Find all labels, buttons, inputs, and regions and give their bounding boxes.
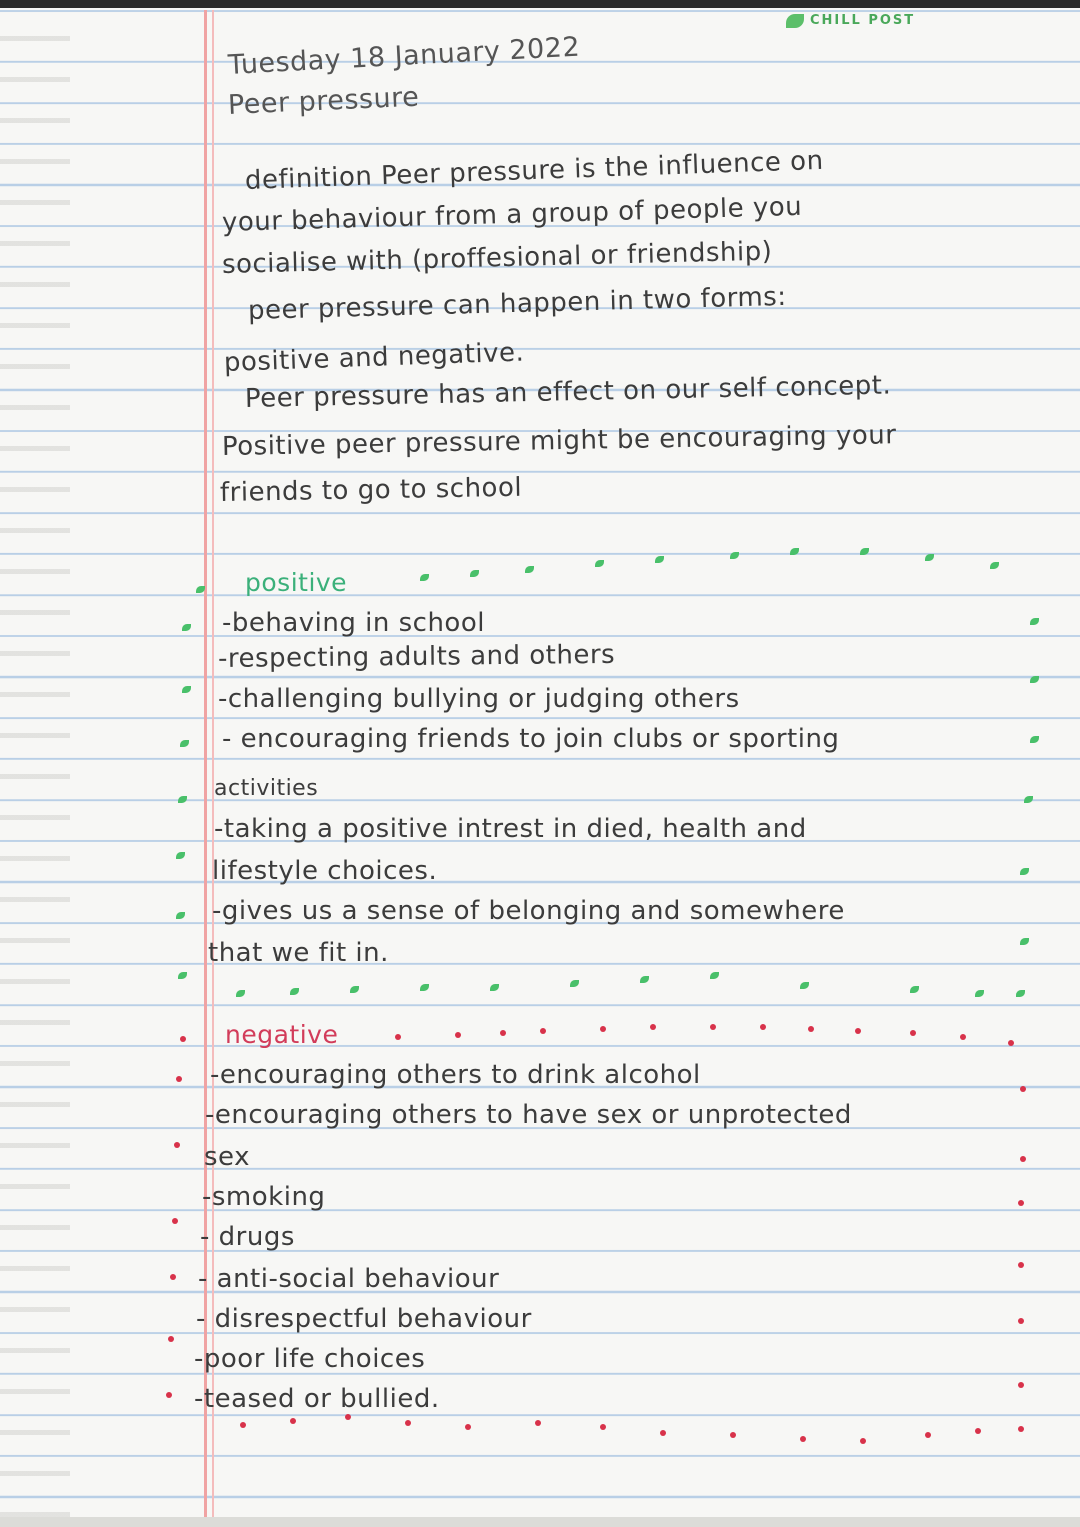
green-dot — [990, 562, 999, 569]
positive-line-9: that we fit in. — [208, 938, 389, 968]
red-dot — [660, 1430, 666, 1436]
red-dot — [240, 1422, 246, 1428]
green-dot — [1030, 736, 1039, 743]
page-title: Peer pressure — [227, 81, 420, 121]
leaf-icon — [786, 14, 804, 28]
body-line-4: peer pressure can happen in two forms: — [247, 281, 787, 326]
green-dot — [790, 548, 799, 555]
red-dot — [760, 1024, 766, 1030]
positive-line-4: - encouraging friends to join clubs or sporting — [222, 724, 840, 754]
negative-line-6: - anti-social behaviour — [198, 1264, 500, 1294]
body-line-7: Positive peer pressure might be encouraging your — [221, 420, 897, 462]
red-dot — [166, 1392, 172, 1398]
green-dot — [860, 548, 869, 555]
positive-line-5: activities — [214, 776, 319, 801]
green-dot — [1016, 990, 1025, 997]
body-line-3: socialise with (proffesional or friendship) — [221, 236, 773, 280]
body-line-2: your behaviour from a group of people you — [221, 191, 803, 238]
red-dot — [405, 1420, 411, 1426]
red-dot — [290, 1418, 296, 1424]
red-dot — [650, 1024, 656, 1030]
green-dot — [730, 552, 739, 559]
binder-holes — [0, 0, 70, 1527]
red-dot — [1020, 1086, 1026, 1092]
green-dot — [350, 986, 359, 993]
red-dot — [600, 1424, 606, 1430]
red-dot — [455, 1032, 461, 1038]
red-dot — [500, 1030, 506, 1036]
green-dot — [1030, 676, 1039, 683]
red-dot — [1018, 1200, 1024, 1206]
green-dot — [570, 980, 579, 987]
red-dot — [1018, 1382, 1024, 1388]
red-dot — [600, 1026, 606, 1032]
green-dot — [525, 566, 534, 573]
positive-line-7: lifestyle choices. — [212, 856, 438, 886]
red-dot — [540, 1028, 546, 1034]
red-dot — [910, 1030, 916, 1036]
positive-line-8: -gives us a sense of belonging and somewhere — [212, 896, 845, 926]
green-dot — [1020, 938, 1029, 945]
green-dot — [655, 556, 664, 563]
positive-line-1: -behaving in school — [222, 608, 485, 638]
green-dot — [420, 574, 429, 581]
green-dot — [910, 986, 919, 993]
green-dot — [595, 560, 604, 567]
red-dot — [180, 1036, 186, 1042]
stamp-text: CHILL POST — [810, 13, 916, 28]
green-dot — [420, 984, 429, 991]
red-dot — [1018, 1262, 1024, 1268]
green-dot — [290, 988, 299, 995]
red-dot — [855, 1028, 861, 1034]
body-line-5: positive and negative. — [223, 337, 525, 378]
negative-line-9: -teased or bullied. — [194, 1384, 440, 1414]
page-top-edge — [0, 0, 1080, 8]
green-dot — [925, 554, 934, 561]
negative-line-7: - disrespectful behaviour — [196, 1304, 532, 1334]
green-dot — [180, 740, 189, 747]
negative-heading: negative — [225, 1020, 339, 1049]
green-dot — [470, 570, 479, 577]
red-dot — [168, 1336, 174, 1342]
negative-line-4: -smoking — [202, 1182, 326, 1212]
green-dot — [178, 972, 187, 979]
green-dot — [1030, 618, 1039, 625]
red-dot — [1018, 1318, 1024, 1324]
red-dot — [395, 1034, 401, 1040]
positive-line-3: -challenging bullying or judging others — [218, 684, 740, 714]
negative-line-5: - drugs — [200, 1222, 295, 1252]
green-dot — [176, 912, 185, 919]
brand-stamp — [786, 8, 968, 34]
red-dot — [170, 1274, 176, 1280]
negative-line-1: -encouraging others to drink alcohol — [210, 1060, 701, 1090]
body-line-8: friends to go to school — [219, 472, 523, 508]
green-dot — [1020, 868, 1029, 875]
red-dot — [800, 1436, 806, 1442]
page-bottom-edge — [0, 1517, 1080, 1527]
red-dot — [345, 1414, 351, 1420]
positive-heading: positive — [245, 568, 348, 597]
red-dot — [1018, 1426, 1024, 1432]
red-dot — [1020, 1156, 1026, 1162]
red-dot — [808, 1026, 814, 1032]
negative-line-2: -encouraging others to have sex or unprotected — [205, 1100, 852, 1130]
red-dot — [925, 1432, 931, 1438]
green-dot — [182, 686, 191, 693]
red-dot — [860, 1438, 866, 1444]
green-dot — [490, 984, 499, 991]
body-line-6: Peer pressure has an effect on our self concept. — [244, 370, 892, 414]
red-dot — [975, 1428, 981, 1434]
green-dot — [236, 990, 245, 997]
green-dot — [640, 976, 649, 983]
red-dot — [730, 1432, 736, 1438]
red-dot — [1008, 1040, 1014, 1046]
positive-line-6: -taking a positive intrest in died, health and — [214, 814, 807, 844]
green-dot — [182, 624, 191, 631]
red-dot — [960, 1034, 966, 1040]
red-dot — [176, 1076, 182, 1082]
positive-line-2: -respecting adults and others — [217, 639, 616, 674]
green-dot — [1024, 796, 1033, 803]
green-dot — [176, 852, 185, 859]
red-dot — [710, 1024, 716, 1030]
green-dot — [178, 796, 187, 803]
red-dot — [174, 1142, 180, 1148]
negative-line-8: -poor life choices — [194, 1344, 426, 1374]
green-dot — [800, 982, 809, 989]
green-dot — [975, 990, 984, 997]
red-dot — [465, 1424, 471, 1430]
green-dot — [710, 972, 719, 979]
body-line-1: definition Peer pressure is the influence on — [244, 145, 825, 196]
red-dot — [172, 1218, 178, 1224]
page-date: Tuesday 18 January 2022 — [227, 31, 581, 81]
red-dot — [535, 1420, 541, 1426]
negative-line-3: sex — [204, 1142, 250, 1172]
